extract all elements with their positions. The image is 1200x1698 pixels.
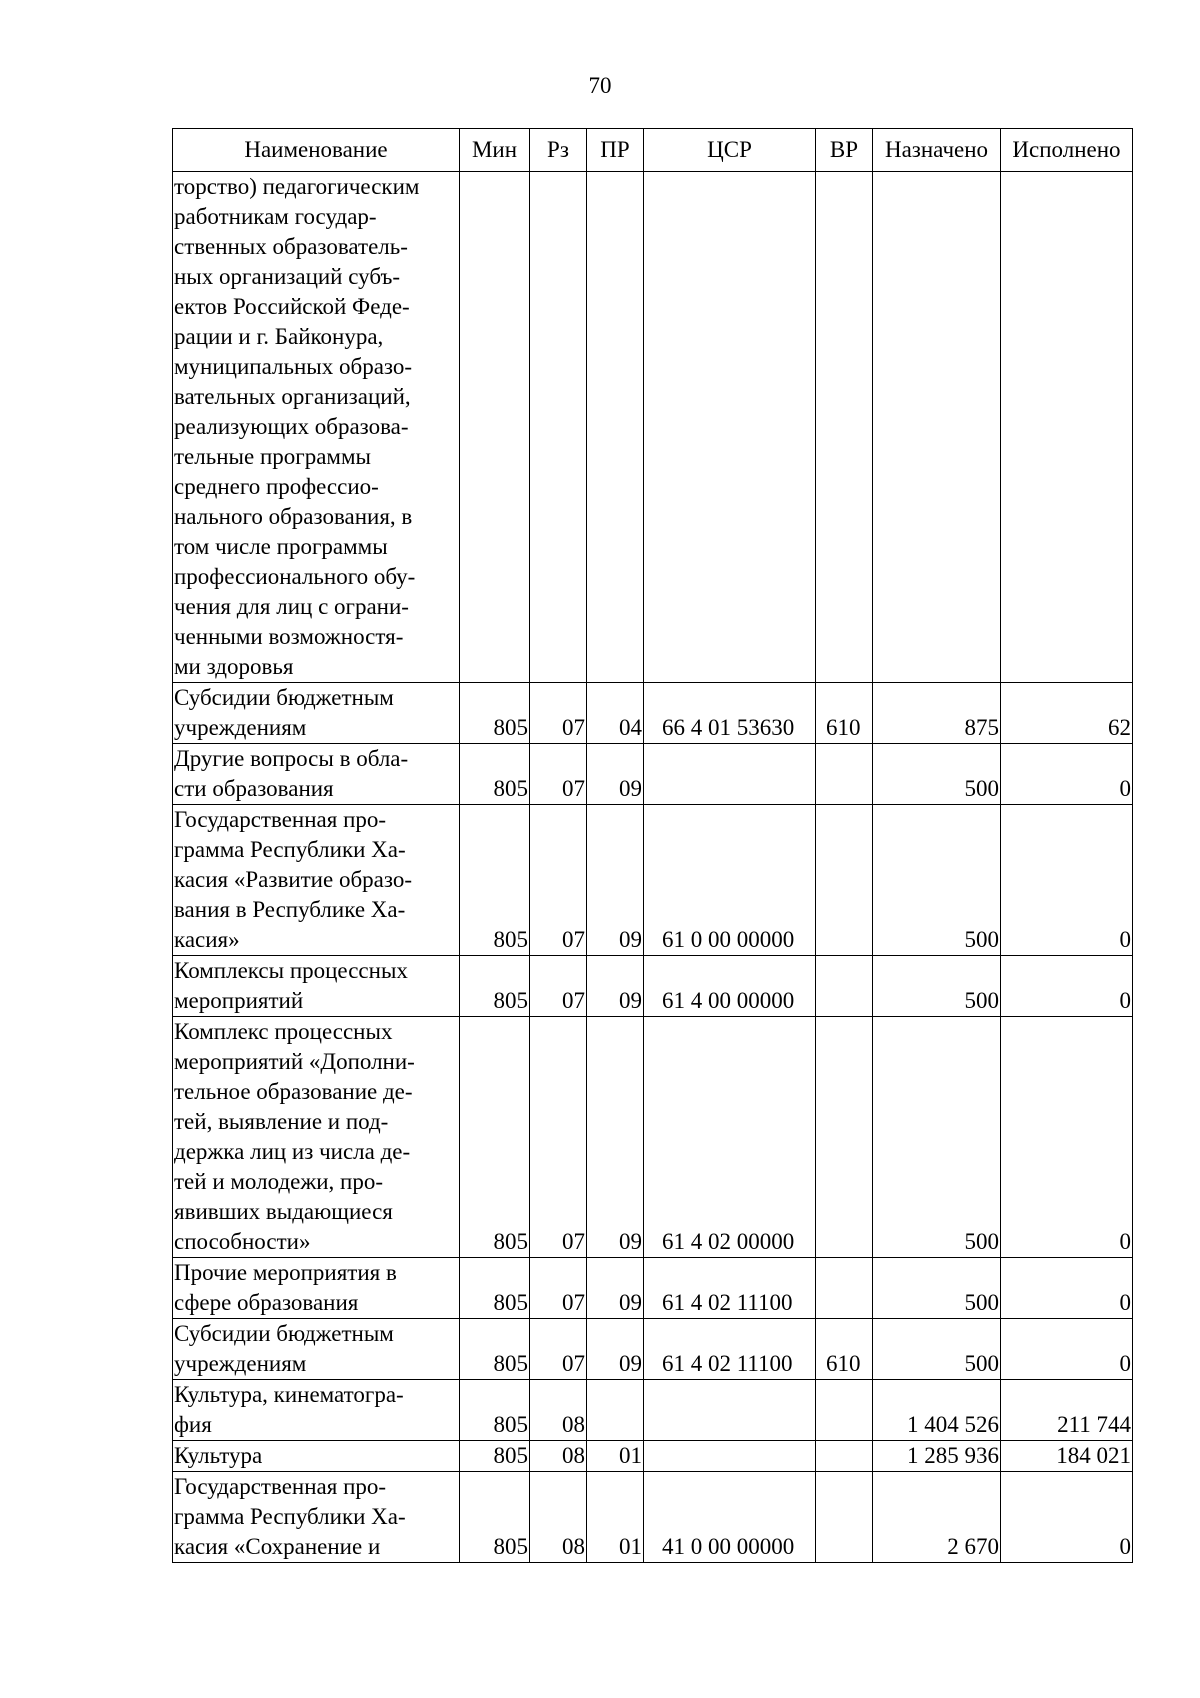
row-executed: 62: [1001, 683, 1133, 744]
table-row: [173, 1258, 1133, 1319]
row-min: 805: [460, 1472, 530, 1563]
row-assigned: 500: [873, 956, 1001, 1017]
row-pr: 04: [587, 683, 644, 744]
row-rz: 08: [530, 1441, 587, 1472]
row-csr: 41 0 00 00000: [644, 1472, 816, 1563]
row-rz: 07: [530, 956, 587, 1017]
row-min: 805: [460, 744, 530, 805]
row-assigned: 1 404 526: [873, 1380, 1001, 1441]
row-assigned: 875: [873, 683, 1001, 744]
row-pr: 09: [587, 956, 644, 1017]
row-name: Комплексы процессных мероприятий: [173, 956, 460, 1017]
row-name: торство) педагогическим работникам государ- ственных образователь- ных организаций субъ- ектов Российской Феде- рации и г. Байконура, муниципальных образо- вательных организаций, реализующих образова- тельные программы среднего профессио- нального образования, в том числе программы профессионального обу- чения для лиц с ограни- ченными возможностя- ми здоровья: [173, 172, 460, 683]
table-row: [173, 172, 1133, 683]
row-assigned: 500: [873, 1017, 1001, 1258]
row-min: [460, 172, 530, 683]
row-min: 805: [460, 1017, 530, 1258]
row-pr: 09: [587, 1258, 644, 1319]
table-row: [173, 956, 1133, 1017]
row-pr: 01: [587, 1441, 644, 1472]
row-rz: 07: [530, 744, 587, 805]
header-name: Наименование: [173, 129, 460, 172]
row-vr: [816, 1258, 873, 1319]
row-name: Государственная про- грамма Республики Ха- касия «Развитие образо- вания в Республике Ха- касия»: [173, 805, 460, 956]
row-rz: 07: [530, 1258, 587, 1319]
row-pr: 09: [587, 1017, 644, 1258]
row-min: 805: [460, 1380, 530, 1441]
header-rz: Рз: [530, 129, 587, 172]
row-assigned: 2 670: [873, 1472, 1001, 1563]
row-assigned: 1 285 936: [873, 1441, 1001, 1472]
row-name: Культура, кинематогра- фия: [173, 1380, 460, 1441]
header-csr: ЦСР: [644, 129, 816, 172]
row-csr: [644, 744, 816, 805]
page-number: 70: [588, 73, 612, 98]
row-name: Субсидии бюджетным учреждениям: [173, 1319, 460, 1380]
row-assigned: [873, 172, 1001, 683]
row-vr: [816, 744, 873, 805]
row-executed: 211 744: [1001, 1380, 1133, 1441]
row-assigned: 500: [873, 744, 1001, 805]
row-csr: [644, 1441, 816, 1472]
row-csr: [644, 1380, 816, 1441]
table-row: [173, 805, 1133, 956]
row-csr: 66 4 01 53630: [644, 683, 816, 744]
row-name: Государственная про- грамма Республики Ха- касия «Сохранение и: [173, 1472, 460, 1563]
row-pr: 09: [587, 744, 644, 805]
budget-table: [172, 128, 1133, 1563]
table-row: [173, 1319, 1133, 1380]
row-vr: [816, 805, 873, 956]
row-csr: 61 0 00 00000: [644, 805, 816, 956]
row-name: Комплекс процессных мероприятий «Дополни- тельное образование де- тей, выявление и под- держка лиц из числа де- тей и молодежи, про- явивших выдающиеся способности»: [173, 1017, 460, 1258]
table-row: [173, 683, 1133, 744]
table-row: [173, 1380, 1133, 1441]
row-min: 805: [460, 1258, 530, 1319]
row-rz: 07: [530, 1319, 587, 1380]
row-pr: [587, 172, 644, 683]
row-csr: 61 4 02 11100: [644, 1319, 816, 1380]
row-assigned: 500: [873, 1258, 1001, 1319]
row-min: 805: [460, 956, 530, 1017]
row-vr: 610: [816, 1319, 873, 1380]
row-assigned: 500: [873, 1319, 1001, 1380]
header-executed: Исполнено: [1001, 129, 1133, 172]
row-vr: [816, 172, 873, 683]
table-header-row: [173, 129, 1133, 172]
row-executed: 184 021: [1001, 1441, 1133, 1472]
row-vr: [816, 956, 873, 1017]
row-rz: 08: [530, 1380, 587, 1441]
row-min: 805: [460, 1319, 530, 1380]
row-pr: 01: [587, 1472, 644, 1563]
row-executed: 0: [1001, 956, 1133, 1017]
header-assigned: Назначено: [873, 129, 1001, 172]
row-vr: 610: [816, 683, 873, 744]
row-executed: 0: [1001, 744, 1133, 805]
row-executed: 0: [1001, 1319, 1133, 1380]
row-rz: 07: [530, 805, 587, 956]
row-executed: [1001, 172, 1133, 683]
row-executed: 0: [1001, 1017, 1133, 1258]
header-pr: ПР: [587, 129, 644, 172]
header-min: Мин: [460, 129, 530, 172]
row-min: 805: [460, 683, 530, 744]
table-row: [173, 1441, 1133, 1472]
row-pr: 09: [587, 805, 644, 956]
row-vr: [816, 1380, 873, 1441]
row-vr: [816, 1017, 873, 1258]
row-name: Культура: [173, 1441, 460, 1472]
table-row: [173, 1472, 1133, 1563]
row-min: 805: [460, 805, 530, 956]
row-csr: 61 4 00 00000: [644, 956, 816, 1017]
row-assigned: 500: [873, 805, 1001, 956]
header-vr: ВР: [816, 129, 873, 172]
row-executed: 0: [1001, 1472, 1133, 1563]
row-name: Субсидии бюджетным учреждениям: [173, 683, 460, 744]
row-csr: 61 4 02 00000: [644, 1017, 816, 1258]
row-executed: 0: [1001, 805, 1133, 956]
row-vr: [816, 1472, 873, 1563]
row-csr: [644, 172, 816, 683]
row-rz: 08: [530, 1472, 587, 1563]
table-row: [173, 744, 1133, 805]
row-vr: [816, 1441, 873, 1472]
row-name: Прочие мероприятия в сфере образования: [173, 1258, 460, 1319]
row-name: Другие вопросы в обла- сти образования: [173, 744, 460, 805]
row-min: 805: [460, 1441, 530, 1472]
row-rz: 07: [530, 1017, 587, 1258]
row-rz: [530, 172, 587, 683]
row-executed: 0: [1001, 1258, 1133, 1319]
row-pr: 09: [587, 1319, 644, 1380]
row-csr: 61 4 02 11100: [644, 1258, 816, 1319]
row-pr: [587, 1380, 644, 1441]
row-rz: 07: [530, 683, 587, 744]
table-row: [173, 1017, 1133, 1258]
